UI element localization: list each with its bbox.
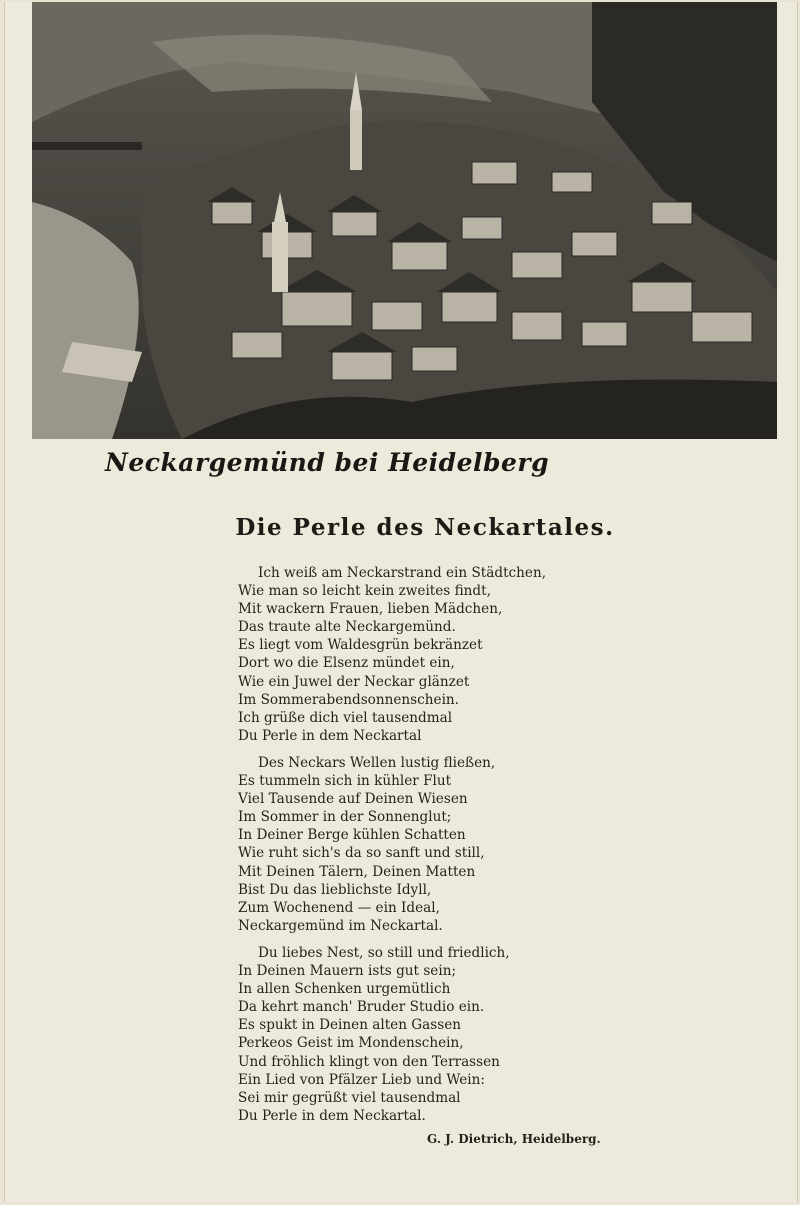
- town-photo-illustration: [32, 2, 777, 439]
- poem-line: Da kehrt manch' Bruder Studio ein.: [238, 999, 485, 1016]
- poem-line: Dort wo die Elsenz mündet ein,: [238, 655, 455, 672]
- poem-line: Perkeos Geist im Mondenschein,: [238, 1035, 464, 1052]
- postcard: [4, 2, 798, 1202]
- poem-line: Wie man so leicht kein zweites findt,: [238, 583, 491, 600]
- poem-line: Sei mir gegrüßt viel tausendmal: [238, 1089, 461, 1106]
- poem-line: Du liebes Nest, so still und friedlich,: [258, 945, 510, 961]
- poem-line: Ich weiß am Neckarstrand ein Städtchen,: [258, 565, 547, 581]
- poem-line: Du Perle in dem Neckartal.: [238, 1107, 426, 1124]
- poem-line: Neckargemünd im Neckartal.: [238, 917, 443, 934]
- poem-line: In allen Schenken urgemütlich: [238, 981, 451, 998]
- poem-line: Im Sommerabendsonnenschein.: [238, 691, 459, 708]
- poem-line: Im Sommer in der Sonnenglut;: [238, 809, 452, 826]
- poem-line: Mit Deinen Tälern, Deinen Matten: [238, 863, 476, 880]
- poem-line: Ich grüße dich viel tausendmal: [238, 709, 453, 726]
- poem-line: Zum Wochenend — ein Ideal,: [238, 899, 440, 916]
- poem-line: Des Neckars Wellen lustig fließen,: [258, 755, 496, 771]
- poem-line: Es tummeln sich in kühler Flut: [238, 773, 452, 790]
- author-signature: G. J. Dietrich, Heidelberg.: [427, 1132, 601, 1146]
- poem-line: Ein Lied von Pfälzer Lieb und Wein:: [238, 1071, 485, 1088]
- poem-line: Mit wackern Frauen, lieben Mädchen,: [238, 601, 503, 618]
- stanza-3: [238, 944, 658, 1125]
- stanza-1: [238, 564, 658, 745]
- stanza-2: [238, 754, 658, 935]
- poem-line: In Deinen Mauern ists gut sein;: [238, 963, 457, 980]
- poem-line: Wie ein Juwel der Neckar glänzet: [238, 673, 470, 690]
- town-aerial-photo: [32, 2, 777, 439]
- poem-line: In Deiner Berge kühlen Schatten: [238, 827, 466, 844]
- poem-line: Bist Du das lieblichste Idyll,: [238, 881, 432, 898]
- poem-line: Es liegt vom Waldesgrün bekränzet: [238, 637, 483, 654]
- photo-caption: Neckargemünd bei Heidelberg: [105, 448, 550, 477]
- poem-line: Das traute alte Neckargemünd.: [238, 619, 456, 636]
- poem-line: Und fröhlich klingt von den Terrassen: [238, 1053, 500, 1070]
- poem-line: Du Perle in dem Neckartal: [238, 727, 422, 744]
- poem-title: Die Perle des Neckartales.: [235, 514, 615, 541]
- poem-line: Viel Tausende auf Deinen Wiesen: [238, 791, 468, 808]
- poem-line: Es spukt in Deinen alten Gassen: [238, 1017, 462, 1034]
- poem-line: Wie ruht sich's da so sanft und still,: [238, 845, 485, 862]
